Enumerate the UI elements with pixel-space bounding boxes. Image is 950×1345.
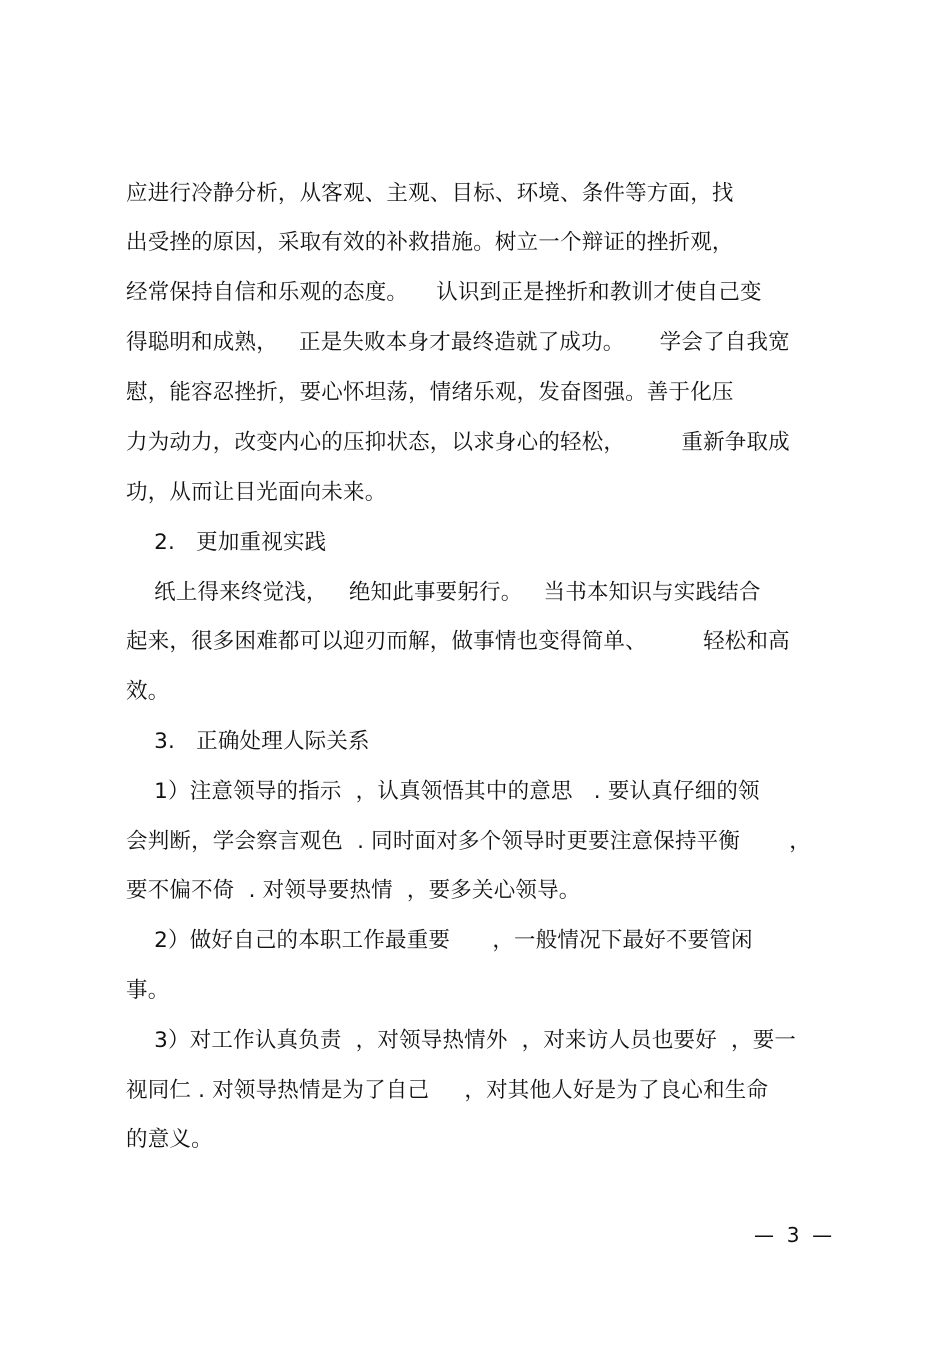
text-line: 起来，很多困难都可以迎刃而解，做事情也变得简单、 轻松和高 [126, 629, 790, 654]
text-line: 3）对工作认真负责 ，对领导热情外 ，对来访人员也要好 ，要一 [126, 1028, 797, 1053]
text-line: 力为动力，改变内心的压抑状态，以求身心的轻松， 重新争取成 [126, 430, 790, 455]
text-line: 经常保持自信和乐观的态度。 认识到正是挫折和教训才使自己变 [126, 280, 762, 305]
text-line: 会判断，学会察言观色 . 同时面对多个领导时更要注意保持平衡 ， [126, 829, 811, 854]
text-line: 视同仁 . 对领导热情是为了自己 ，对其他人好是为了良心和生命 [126, 1078, 769, 1103]
section-heading: 3. 正确处理人际关系 [126, 729, 370, 754]
text-line: 出受挫的原因，采取有效的补救措施。树立一个辩证的挫折观， [126, 230, 734, 255]
text-line: 得聪明和成熟， 正是失败本身才最终造就了成功。 学会了自我宽 [126, 330, 790, 355]
text-line: 功，从而让目光面向未来。 [126, 480, 387, 505]
text-line: 1）注意领导的指示 ，认真领悟其中的意思 . 要认真仔细的领 [126, 779, 760, 804]
text-line: 2）做好自己的本职工作最重要 ，一般情况下最好不要管闲 [126, 928, 753, 953]
section-heading: 2. 更加重视实践 [126, 530, 327, 555]
text-line: 应进行冷静分析，从客观、主观、目标、环境、条件等方面，找 [126, 181, 734, 206]
text-line: 要不偏不倚 . 对领导要热情 ，要多关心领导。 [126, 878, 581, 903]
text-line: 的意义。 [126, 1127, 213, 1152]
text-line: 事。 [126, 978, 170, 1003]
text-line: 慰，能容忍挫折，要心怀坦荡，情绪乐观，发奋图强。善于化压 [126, 380, 734, 405]
text-line: 效。 [126, 679, 170, 704]
text-line: 纸上得来终觉浅， 绝知此事要躬行。 当书本知识与实践结合 [126, 580, 761, 605]
page-number: — 3 — [754, 1223, 833, 1247]
